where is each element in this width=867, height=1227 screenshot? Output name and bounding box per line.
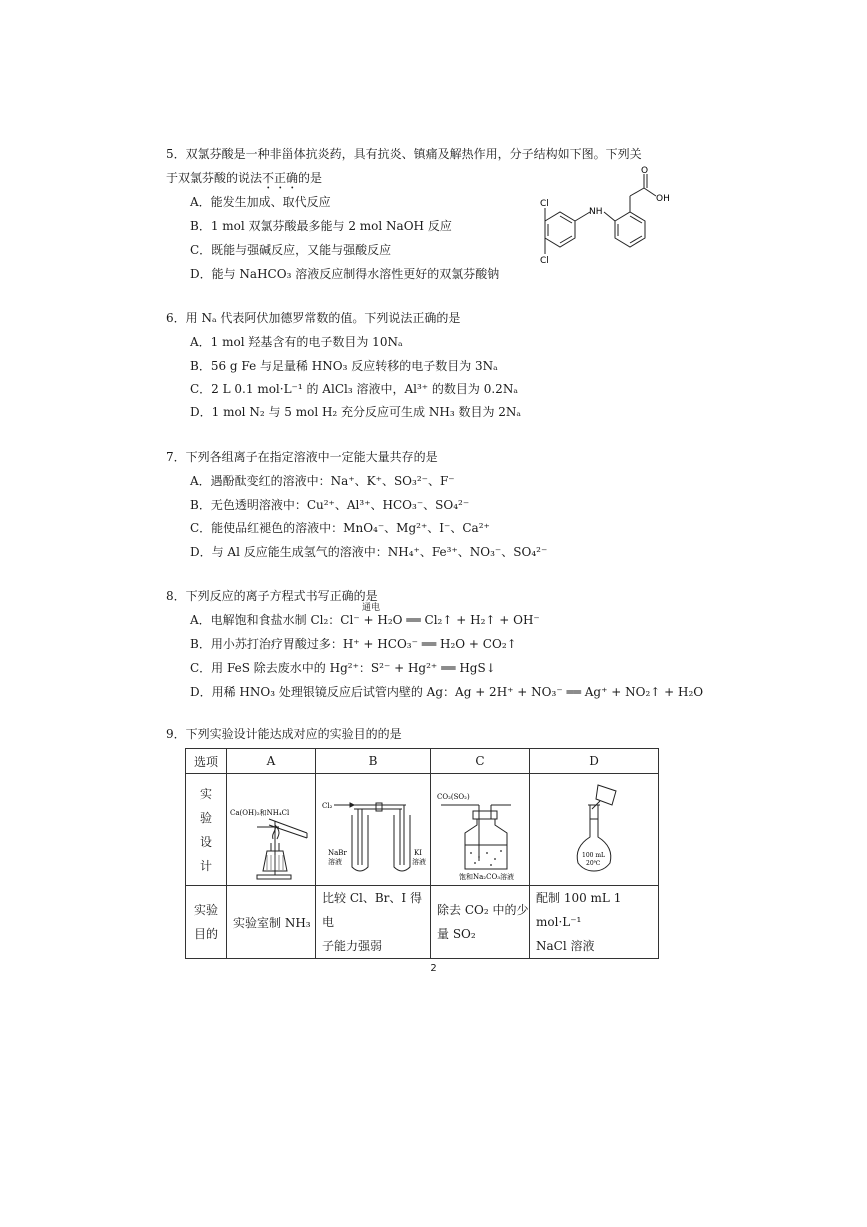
label-c-liquid: 饱和Na₂CO₃溶液 xyxy=(459,872,515,881)
q9-stem: 9．下列实验设计能达成对应的实验目的的是 xyxy=(166,727,402,741)
header-d: D xyxy=(530,749,659,774)
label-b-ki-solution: 溶液 xyxy=(412,857,426,866)
header-b: B xyxy=(316,749,431,774)
purpose-c: 除去 CO₂ 中的少 量 SO₂ xyxy=(431,886,530,959)
mol-cl-top: Cl xyxy=(540,199,549,209)
q5-option-c: C．既能与强碱反应，又能与强酸反应 xyxy=(190,243,392,257)
q8-electrolysis-label: 通电 xyxy=(362,603,381,613)
label-b-nabr: NaBr xyxy=(328,848,347,857)
q8-option-b: B．用小苏打治疗胃酸过多：H⁺ + HCO₃⁻ ══ H₂O + CO₂↑ xyxy=(190,637,517,651)
purpose-d: 配制 100 mL 1 mol·L⁻¹ NaCl 溶液 xyxy=(530,886,659,959)
q7-option-b: B．无色透明溶液中：Cu²⁺、Al³⁺、HCO₃⁻、SO₄²⁻ xyxy=(190,498,470,512)
mol-nh: NH xyxy=(589,207,603,217)
apparatus-c-gas-washing xyxy=(431,775,529,885)
diclofenac-structure xyxy=(520,166,670,276)
q8-option-c: C．用 FeS 除去废水中的 Hg²⁺：S²⁻ + Hg²⁺ ══ HgS↓ xyxy=(190,661,496,675)
q6-stem: 6．用 Nₐ 代表阿伏加德罗常数的值。下列说法正确的是 xyxy=(166,311,461,325)
q5-option-d: D．能与 NaHCO₃ 溶液反应制得水溶性更好的双氯芬酸钠 xyxy=(190,267,500,281)
label-b-nabr-solution: 溶液 xyxy=(328,857,342,866)
header-option: 选项 xyxy=(186,749,227,774)
design-d-cell xyxy=(530,774,659,886)
apparatus-b-halogen xyxy=(316,775,430,885)
q9-experiment-table xyxy=(185,748,659,959)
q6-option-b: B．56 g Fe 与足量稀 HNO₃ 反应转移的电子数目为 3Nₐ xyxy=(190,359,498,373)
q6-option-c: C．2 L 0.1 mol·L⁻¹ 的 AlCl₃ 溶液中，Al³⁺ 的数目为 0.2Nₐ xyxy=(190,382,518,396)
q5-stem-line2: 于双氯芬酸的说法不正确的是 xyxy=(166,171,323,185)
label-d-volume: 100 mL xyxy=(582,851,606,859)
table-purpose-row xyxy=(186,886,659,959)
q7-option-d: D．与 Al 反应能生成氢气的溶液中：NH₄⁺、Fe³⁺、NO₃⁻、SO₄²⁻ xyxy=(190,545,548,559)
label-b-gas: Cl₂ xyxy=(322,801,333,810)
label-d-temperature: 20℃ xyxy=(586,859,601,867)
label-c-gas: CO₂(SO₂) xyxy=(437,792,470,801)
header-c: C xyxy=(431,749,530,774)
q5-option-b: B．1 mol 双氯芬酸最多能与 2 mol NaOH 反应 xyxy=(190,219,452,233)
mol-oh: OH xyxy=(656,194,670,204)
q5-option-a: A．能发生加成、取代反应 xyxy=(190,195,331,209)
design-row-label: 实 验 设 计 xyxy=(186,774,227,886)
design-c-cell xyxy=(431,774,530,886)
page-number: 2 xyxy=(430,963,437,974)
apparatus-a-heating xyxy=(227,775,315,885)
purpose-b: 比较 Cl、Br、I 得电 子能力强弱 xyxy=(316,886,431,959)
q8-option-d: D．用稀 HNO₃ 处理银镜反应后试管内壁的 Ag：Ag + 2H⁺ + NO₃⁻ ══ Ag⁺ + NO₂↑ + H₂O xyxy=(190,685,704,699)
mol-o: O xyxy=(641,166,649,176)
q6-option-d: D．1 mol N₂ 与 5 mol H₂ 充分反应可生成 NH₃ 数目为 2Nₐ xyxy=(190,405,522,419)
table-design-row xyxy=(186,774,659,886)
q7-stem: 7．下列各组离子在指定溶液中一定能大量共存的是 xyxy=(166,450,438,464)
q5-stem-line1: 5．双氯芬酸是一种非甾体抗炎药，具有抗炎、镇痛及解热作用，分子结构如下图。下列关 xyxy=(166,147,642,161)
label-b-ki: KI xyxy=(414,848,422,857)
q8-stem: 8．下列反应的离子方程式书写正确的是 xyxy=(166,589,378,603)
purpose-a: 实验室制 NH₃ xyxy=(227,886,316,959)
apparatus-d-volumetric-flask xyxy=(530,775,658,885)
q7-option-a: A．遇酚酞变红的溶液中：Na⁺、K⁺、SO₃²⁻、F⁻ xyxy=(190,474,455,488)
table-header-row xyxy=(186,749,659,774)
design-a-cell xyxy=(227,774,316,886)
design-b-cell xyxy=(316,774,431,886)
q8-option-a: A．电解饱和食盐水制 Cl₂：Cl⁻ + H₂O ══ Cl₂↑ + H₂↑ + OH⁻ xyxy=(190,613,540,627)
purpose-row-label: 实验 目的 xyxy=(186,886,227,959)
q6-option-a: A．1 mol 羟基含有的电子数目为 10Nₐ xyxy=(190,335,403,349)
mol-cl-bottom: Cl xyxy=(540,256,549,266)
label-a-reagent: Ca(OH)₂和NH₄Cl xyxy=(230,808,290,817)
header-a: A xyxy=(227,749,316,774)
q7-option-c: C．能使品红褪色的溶液中：MnO₄⁻、Mg²⁺、I⁻、Ca²⁺ xyxy=(190,521,490,535)
